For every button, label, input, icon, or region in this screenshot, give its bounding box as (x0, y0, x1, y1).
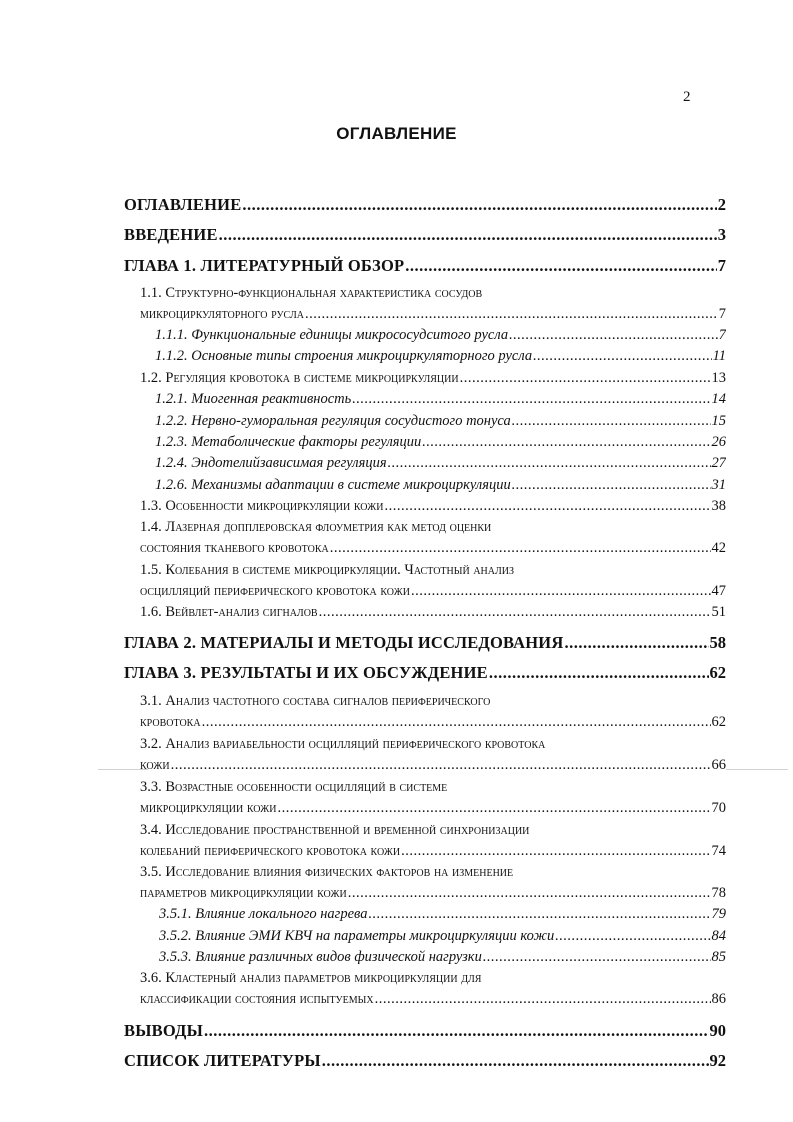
toc-entry-introduction[interactable] (124, 225, 726, 245)
toc-dot-leader (555, 928, 710, 945)
toc-entry-title-continued: кровотока (140, 714, 201, 730)
toc-dot-leader (509, 327, 718, 344)
toc-entry-3-5-3[interactable] (159, 949, 726, 966)
toc-entry-title: ГЛАВА 3. РЕЗУЛЬТАТЫ И ИХ ОБСУЖДЕНИЕ (124, 663, 488, 682)
toc-entry-page: 7 (717, 256, 726, 275)
toc-dot-leader (388, 455, 711, 472)
toc-entry-title-continued: состояния тканевого кровотока (140, 540, 329, 556)
toc-entry-title: 3.1. Анализ частотного состава сигналов периферического (140, 693, 491, 709)
toc-entry-1-1[interactable] (140, 306, 726, 323)
toc-entry-1-2-6[interactable] (155, 477, 726, 494)
toc-dot-leader (564, 633, 708, 653)
toc-entry-3-5-2[interactable] (159, 928, 726, 945)
toc-dot-leader (368, 906, 710, 923)
toc-entry-page: 85 (711, 949, 726, 965)
toc-entry-chapter-2[interactable] (124, 633, 726, 653)
toc-entry-title: 1.2.3. Метаболические факторы регуляции (155, 434, 422, 450)
toc-entry-conclusions[interactable] (124, 1021, 726, 1041)
toc-dot-leader (202, 714, 711, 731)
toc-dot-leader (352, 391, 710, 408)
toc-dot-leader (322, 1051, 709, 1071)
toc-entry-page: 84 (711, 928, 726, 944)
toc-entry-1-4[interactable] (140, 540, 726, 557)
toc-entry-3-5-1[interactable] (159, 906, 726, 923)
toc-entry-1-2-4[interactable] (155, 455, 726, 472)
toc-entry-title: 3.3. Возрастные особенности осцилляций в системе (140, 779, 448, 795)
toc-entry-page: 86 (711, 991, 726, 1007)
toc-dot-leader (422, 434, 710, 451)
toc-entry-page: 70 (711, 800, 726, 816)
toc-entry-chapter-1[interactable] (124, 256, 726, 276)
toc-entry-page: 2 (717, 195, 726, 214)
toc-entry-title: ОГЛАВЛЕНИЕ (124, 195, 242, 214)
toc-dot-leader (489, 663, 709, 683)
toc-dot-leader (533, 348, 711, 365)
toc-entry-page: 14 (711, 391, 726, 407)
toc-entry-1-6[interactable] (140, 604, 726, 621)
toc-entry-title: 3.5.3. Влияние различных видов физической нагрузки (159, 949, 482, 965)
toc-entry-title: СПИСОК ЛИТЕРАТУРЫ (124, 1051, 321, 1070)
toc-entry-title: 1.2.6. Механизмы адаптации в системе микроциркуляции (155, 477, 511, 493)
page-number: 2 (683, 89, 691, 105)
toc-entry-page: 7 (718, 306, 726, 322)
toc-dot-leader (405, 256, 716, 276)
toc-entry-title: 3.4. Исследование пространственной и временной синхронизации (140, 822, 530, 838)
toc-entry-page: 26 (711, 434, 726, 450)
toc-entry-chapter-3[interactable] (124, 663, 726, 683)
toc-entry-title: 1.5. Колебания в системе микроциркуляции. Частотный анализ (140, 562, 515, 578)
toc-entry-page: 92 (709, 1051, 726, 1070)
toc-dot-leader (411, 583, 711, 600)
toc-dot-leader (348, 885, 711, 902)
toc-entry-title: ВВЕДЕНИЕ (124, 225, 218, 244)
toc-entry-1-2-1[interactable] (155, 391, 726, 408)
toc-dot-leader (277, 800, 710, 817)
toc-entry-page: 11 (712, 348, 726, 364)
toc-entry-page: 15 (711, 413, 726, 429)
toc-dot-leader (375, 991, 711, 1008)
toc-entry-page: 62 (709, 663, 726, 682)
toc-dot-leader (242, 195, 716, 215)
toc-entry-page: 51 (711, 604, 726, 620)
toc-entry-page: 66 (711, 757, 726, 773)
toc-entry-title: 1.2.2. Нервно-гуморальная регуляция сосудистого тонуса (155, 413, 511, 429)
toc-entry-3-1[interactable] (140, 714, 726, 731)
toc-entry-title-continued: осцилляций периферического кровотока кожи (140, 583, 410, 599)
toc-entry-title: 1.2. Регуляция кровотока в системе микроциркуляции (140, 370, 459, 386)
toc-entry-page: 90 (709, 1021, 726, 1040)
toc-entry-page: 78 (711, 885, 726, 901)
toc-entry-page: 79 (711, 906, 726, 922)
toc-entry-1-1-1[interactable] (155, 327, 726, 344)
toc-dot-leader (401, 843, 710, 860)
toc-entry-title: 3.5. Исследование влияния физических факторов на изменение (140, 864, 514, 880)
toc-entry-contents[interactable] (124, 195, 726, 215)
toc-entry-1-3[interactable] (140, 498, 726, 515)
toc-entry-3-5[interactable] (140, 885, 726, 902)
toc-entry-title: ГЛАВА 1. ЛИТЕРАТУРНЫЙ ОБЗОР (124, 256, 405, 275)
toc-entry-title: ГЛАВА 2. МАТЕРИАЛЫ И МЕТОДЫ ИССЛЕДОВАНИЯ (124, 633, 564, 652)
toc-entry-title: ВЫВОДЫ (124, 1021, 203, 1040)
toc-entry-title-continued: микроциркуляции кожи (140, 800, 277, 816)
toc-entry-page: 38 (711, 498, 726, 514)
toc-dot-leader (171, 757, 711, 774)
toc-entry-3-4[interactable] (140, 843, 726, 860)
toc-entry-title: 1.1. Структурно-функциональная характеристика сосудов (140, 285, 483, 301)
toc-dot-leader (512, 413, 711, 430)
toc-entry-3-2[interactable] (140, 757, 726, 774)
toc-entry-title: 1.6. Вейвлет-анализ сигналов (140, 604, 318, 620)
toc-dot-leader (512, 477, 711, 494)
toc-dot-leader (460, 370, 711, 387)
toc-entry-page: 13 (711, 370, 726, 386)
toc-entry-title: 1.1.2. Основные типы строения микроциркуляторного русла (155, 348, 533, 364)
toc-dot-leader (330, 540, 711, 557)
toc-entry-references[interactable] (124, 1051, 726, 1071)
toc-entry-1-2-3[interactable] (155, 434, 726, 451)
toc-entry-title-continued: кожи (140, 757, 170, 773)
toc-entry-title: 1.1.1. Функциональные единицы микрососудситого русла (155, 327, 509, 343)
toc-entry-title-continued: колебаний периферического кровотока кожи (140, 843, 401, 859)
toc-entry-1-2-2[interactable] (155, 413, 726, 430)
toc-entry-page: 74 (711, 843, 726, 859)
toc-entry-page: 27 (711, 455, 726, 471)
toc-entry-title-continued: классификации состояния испытуемых (140, 991, 374, 1007)
toc-entry-3-6[interactable] (140, 991, 726, 1008)
toc-dot-leader (319, 604, 711, 621)
toc-entry-1-2[interactable] (140, 370, 726, 387)
toc-entry-title-continued: параметров микроциркуляции кожи (140, 885, 347, 901)
toc-entry-title: 1.2.4. Эндотелийзависимая регуляция (155, 455, 387, 471)
toc-entry-1-1-2[interactable] (155, 348, 726, 365)
toc-entry-title: 3.5.1. Влияние локального нагрева (159, 906, 368, 922)
toc-entry-title: 1.4. Лазерная допплеровская флоуметрия как метод оценки (140, 519, 492, 535)
toc-entry-page: 7 (718, 327, 726, 343)
toc-dot-leader (204, 1021, 709, 1041)
toc-entry-page: 3 (717, 225, 726, 244)
toc-entry-title: 3.2. Анализ вариабельности осцилляций периферического кровотока (140, 736, 546, 752)
toc-entry-page: 31 (711, 477, 726, 493)
toc-entry-title: 3.5.2. Влияние ЭМИ КВЧ на параметры микроциркуляции кожи (159, 928, 555, 944)
toc-entry-title: 1.3. Особенности микроциркуляции кожи (140, 498, 384, 514)
toc-entry-1-5[interactable] (140, 583, 726, 600)
toc-entry-title: 3.6. Кластерный анализ параметров микроциркуляции для (140, 970, 482, 986)
toc-dot-leader (384, 498, 710, 515)
toc-entry-title-continued: микроциркуляторного русла (140, 306, 304, 322)
toc-entry-page: 47 (711, 583, 726, 599)
toc-entry-title: 1.2.1. Миогенная реактивность (155, 391, 352, 407)
toc-dot-leader (305, 306, 718, 323)
page-title: ОГЛАВЛЕНИЕ (336, 124, 457, 143)
toc-entry-3-3[interactable] (140, 800, 726, 817)
toc-entry-page: 62 (711, 714, 726, 730)
toc-dot-leader (219, 225, 717, 245)
toc-dot-leader (483, 949, 711, 966)
toc-entry-page: 58 (709, 633, 726, 652)
toc-entry-page: 42 (711, 540, 726, 556)
